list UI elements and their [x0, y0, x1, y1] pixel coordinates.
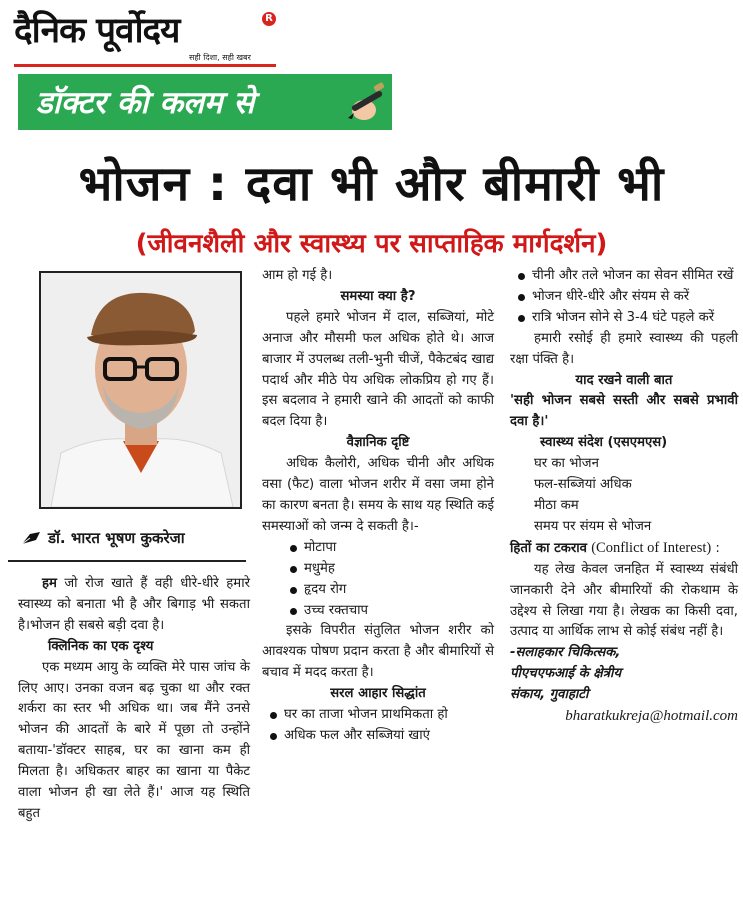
registered-mark: R	[262, 12, 276, 26]
conflict-colon: :	[715, 540, 720, 556]
signature-line-1: -सलाहकार चिकित्सक,	[510, 645, 621, 661]
list-item: हृदय रोग	[262, 580, 494, 601]
clinic-heading: क्लिनिक का एक दृश्य	[48, 638, 154, 654]
conflict-paragraph: यह लेख केवल जनहित में स्वास्थ्य संबंधी जानकारी देने और बीमारियों की रोकथाम के उद्देश्य से लिखा गया है। लेखक का किसी दवा, उत्पाद या आर्थिक लाभ से कोई संबंध नहीं है।	[510, 561, 738, 640]
sms-item: मीठा कम	[534, 497, 579, 513]
sms-item: समय पर संयम से भोजन	[534, 518, 652, 534]
headline: भोजन : दवा भी और बीमारी भी	[78, 156, 665, 212]
problem-paragraph: पहले हमारे भोजन में दाल, सब्जियां, मोटे अनाज और मौसमी फल अधिक होते थे। आज बाजार में उपलब्ध तली-भुनी चीजें, पैकेटबंद खाद्य पदार्थ और मीठे पेय अधिक लोकप्रिय हो गए हैं। इस बदलाव ने हमारी खाने की आदतों को काफी बदल दिया है।	[262, 309, 494, 430]
newspaper-tagline: सही दिशा, सही खबर	[189, 53, 251, 62]
principles-heading: सरल आहार सिद्धांत	[330, 686, 426, 702]
author-name: डॉ. भारत भूषण कुकरेजा	[48, 529, 185, 547]
signature-line-2: पीएचएफआई के क्षेत्रीय	[510, 666, 622, 682]
masthead-rule	[14, 64, 276, 67]
sms-heading: स्वास्थ्य संदेश (एसएमएस)	[540, 435, 668, 451]
newspaper-name: दैनिक पूर्वोदय	[14, 11, 180, 51]
author-photo	[39, 271, 242, 509]
byline-rule	[8, 560, 246, 562]
column-1	[18, 574, 250, 825]
conflict-heading-line	[510, 538, 738, 560]
principles-list-b	[510, 266, 738, 329]
clinic-continuation: आम हो गई है।	[262, 268, 333, 283]
list-item: उच्च रक्तचाप	[262, 601, 494, 622]
signature-line-3: संकाय, गुवाहाटी	[510, 687, 589, 703]
principles-list-a	[262, 705, 494, 747]
balance-paragraph: इसके विपरीत संतुलित भोजन शरीर को आवश्यक पोषण प्रदान करता है और बीमारियों से बचाव में मदद करता है।	[262, 623, 494, 681]
list-item: भोजन धीरे-धीरे और संयम से करें	[510, 287, 738, 308]
column-title: डॉक्टर की कलम से	[36, 85, 255, 121]
column-banner	[18, 74, 392, 130]
problem-heading: समस्या क्या है?	[340, 288, 416, 304]
list-item: मधुमेह	[262, 559, 494, 580]
byline	[20, 524, 248, 552]
column-2	[262, 266, 494, 747]
sms-item: घर का भोजन	[534, 456, 599, 472]
conflict-heading: हितों का टकराव	[510, 540, 587, 556]
intro-lead: हम	[42, 576, 57, 591]
clinic-paragraph: एक मध्यम आयु के व्यक्ति मेरे पास जांच के लिए आए। उनका वजन बढ़ चुका था और रक्त शर्करा का स्तर भी अधिक था। जब मैंने उनसे भोजन की आदतों के बारे में पूछा तो उन्होंने बताया-'डॉक्टर साहब, घर का खाना कम ही मिलता है। अधिकतर बाहर का खाना या पैकेट वाला भोजन ही खा लेते हैं।' आज यह स्थिति बहुत	[18, 659, 250, 821]
disease-list	[262, 538, 494, 622]
list-item: चीनी और तले भोजन का सेवन सीमित रखें	[510, 266, 738, 287]
masthead	[14, 6, 276, 70]
list-item: रात्रि भोजन सोने से 3-4 घंटे पहले करें	[510, 308, 738, 329]
science-heading: वैज्ञानिक दृष्टि	[346, 435, 410, 451]
list-item: घर का ताजा भोजन प्राथमिकता हो	[262, 705, 494, 726]
kitchen-paragraph: हमारी रसोई ही हमारे स्वास्थ्य की पहली रक्षा पंक्ति है।	[510, 330, 738, 367]
remember-heading: याद रखने वाली बात	[575, 372, 673, 388]
pen-icon	[340, 78, 388, 126]
intro-paragraph	[18, 574, 250, 637]
list-item: अधिक फल और सब्जियां खाएं	[262, 726, 494, 747]
list-item: मोटापा	[262, 538, 494, 559]
conflict-heading-en: (Conflict of Interest)	[591, 539, 712, 556]
science-paragraph: अधिक कैलोरी, अधिक चीनी और अधिक वसा (फैट) वाला भोजन शरीर में वसा जमा होने का कारण बनता है। समय के साथ यह स्थिति कई समस्याओं को जन्म दे सकती है।-	[262, 456, 494, 534]
author-email: bharatkukreja@hotmail.com	[565, 708, 738, 725]
remember-quote: 'सही भोजन सबसे सस्ती और सबसे प्रभावी दवा है।'	[510, 393, 738, 430]
subheadline: (जीवनशैली और स्वास्थ्य पर साप्ताहिक मार्गदर्शन)	[135, 229, 608, 259]
intro-text: जो रोज खाते हैं वही धीरे-धीरे हमारे स्वास्थ्य को बनाता भी है और बिगाड़ भी सकता है।भोजन ही सबसे बड़ी दवा है।	[18, 576, 250, 633]
pen-nib-icon	[20, 530, 42, 546]
sms-item: फल-सब्जियां अधिक	[534, 477, 632, 493]
column-3	[510, 266, 738, 727]
